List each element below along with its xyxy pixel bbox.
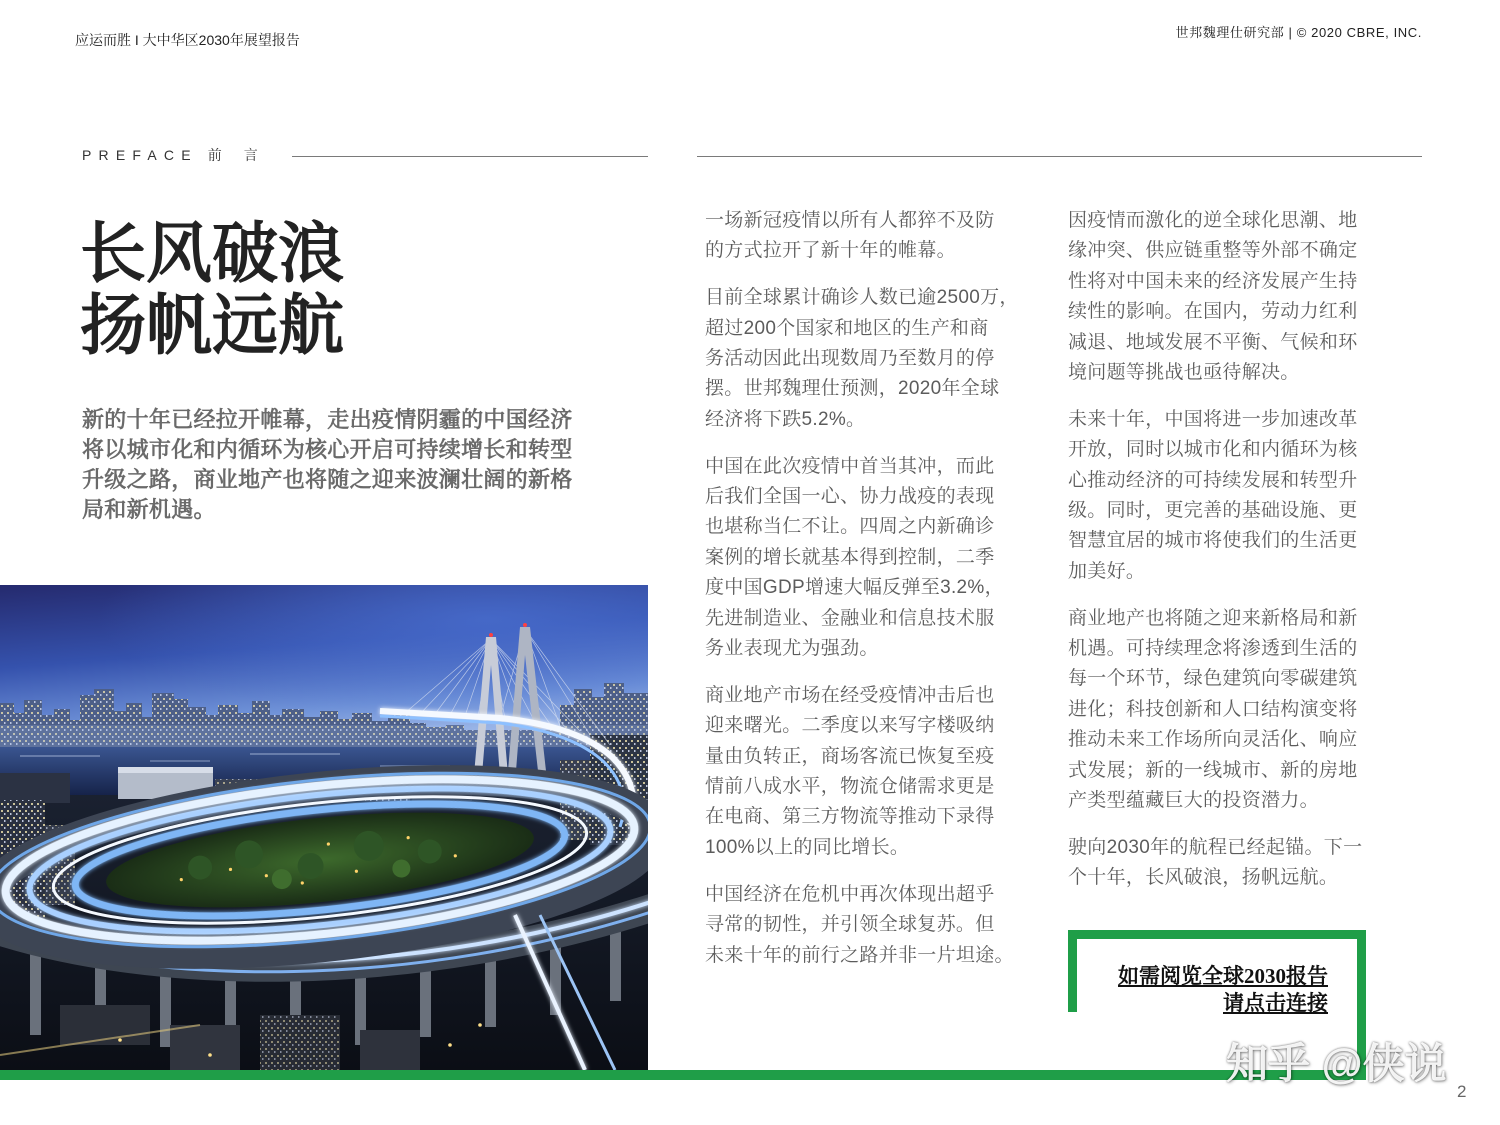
publisher-copyright-header: 世邦魏理仕研究部 | © 2020 CBRE, INC. — [1175, 25, 1422, 40]
text-line: 经济将下跌5.2%。 — [705, 408, 866, 430]
section-label — [82, 146, 280, 164]
text-line: 未来十年，中国将进一步加速改革 — [1068, 408, 1358, 430]
section-label-en: PREFACE — [82, 147, 198, 163]
text-line: 境问题等挑战也亟待解决。 — [1068, 362, 1300, 384]
text-line: 进化；科技创新和人口结构演变将 — [1068, 698, 1358, 720]
text-line: 后我们全国一心、协力战疫的表现 — [705, 486, 995, 508]
text-line: 级。同时，更完善的基础设施、更 — [1068, 500, 1358, 522]
text-line: 未来十年的前行之路并非一片坦途。 — [705, 944, 1014, 966]
text-line: 加美好。 — [1068, 560, 1146, 582]
divider-right — [697, 156, 1422, 157]
text-line: 续性的影响。在国内，劳动力红利 — [1068, 301, 1358, 323]
body-paragraph — [705, 283, 1019, 435]
text-line: 心推动经济的可持续发展和转型升 — [1068, 469, 1358, 491]
text-line: 个十年，长风破浪，扬帆远航。 — [1068, 867, 1339, 889]
body-paragraph — [1068, 206, 1362, 388]
section-label-cn: 前言 — [207, 147, 280, 163]
text-line: 超过200个国家和地区的生产和商 — [705, 317, 989, 339]
text-line: 产类型蕴藏巨大的投资潜力。 — [1068, 790, 1319, 812]
body-paragraph — [1068, 604, 1362, 817]
text-line: 局和新机遇。 — [82, 497, 216, 522]
text-line: 中国在此次疫情中首当其冲，而此 — [705, 455, 995, 477]
text-line: 性将对中国未来的经济发展产生持 — [1068, 270, 1358, 292]
global-report-link[interactable] — [1118, 963, 1328, 1017]
body-paragraph — [705, 681, 1019, 863]
text-line: 务业表现尤为强劲。 — [705, 638, 879, 660]
text-line: 升级之路，商业地产也将随之迎来波澜壮阔的新格 — [82, 467, 573, 492]
text-line: 务活动因此出现数周乃至数月的停 — [705, 348, 995, 370]
text-line: 式发展；新的一线城市、新的房地 — [1068, 759, 1358, 781]
footer-accent-bar — [0, 1070, 1366, 1080]
text-line: 中国经济在危机中再次体现出超乎 — [705, 883, 995, 905]
title-line: 长风破浪 — [80, 216, 344, 290]
body-paragraph — [705, 452, 1019, 665]
body-paragraph — [1068, 833, 1362, 894]
text-line: 先进制造业、金融业和信息技术服 — [705, 607, 995, 629]
page-title — [80, 217, 344, 361]
link-box-border-left — [1068, 930, 1077, 1012]
link-line[interactable]: 如需阅览全球2030报告 — [1118, 964, 1328, 988]
cityscape-photo — [0, 585, 648, 1070]
text-line: 商业地产也将随之迎来新格局和新 — [1068, 607, 1358, 629]
link-line[interactable]: 请点击连接 — [1223, 991, 1328, 1015]
text-line: 新的十年已经拉开帷幕，走出疫情阴霾的中国经济 — [82, 407, 573, 432]
text-line: 驶向2030年的航程已经起锚。下一 — [1068, 836, 1363, 858]
body-column-right — [1068, 206, 1362, 910]
text-line: 摆。世邦魏理仕预测，2020年全球 — [705, 378, 1000, 400]
link-box-border-top — [1068, 930, 1366, 939]
text-line: 商业地产市场在经受疫情冲击后也 — [705, 684, 995, 706]
text-line: 在电商、第三方物流等推动下录得 — [705, 806, 995, 828]
body-paragraph — [705, 880, 1019, 971]
text-line: 情前八成水平，物流仓储需求更是 — [705, 776, 995, 798]
text-line: 量由负转正，商场客流已恢复至疫 — [705, 745, 995, 767]
text-line: 的方式拉开了新十年的帷幕。 — [705, 240, 956, 262]
cityscape-illustration — [0, 585, 648, 1070]
text-line: 每一个环节，绿色建筑向零碳建筑 — [1068, 668, 1358, 690]
intro-paragraph — [82, 405, 573, 525]
text-line: 一场新冠疫情以所有人都猝不及防 — [705, 210, 995, 231]
watermark: 知乎 @侠说 — [1226, 1040, 1447, 1087]
body-column-middle — [705, 206, 1019, 987]
text-line: 将以城市化和内循环为核心开启可持续增长和转型 — [82, 437, 573, 462]
text-line: 寻常的韧性，并引领全球复苏。但 — [705, 914, 995, 936]
text-line: 因疫情而激化的逆全球化思潮、地 — [1068, 210, 1358, 231]
text-line: 案例的增长就基本得到控制，二季 — [705, 546, 995, 568]
body-paragraph — [1068, 405, 1362, 587]
text-line: 智慧宜居的城市将使我们的生活更 — [1068, 530, 1358, 552]
text-line: 缘冲突、供应链重整等外部不确定 — [1068, 240, 1358, 262]
text-line: 目前全球累计确诊人数已逾2500万， — [705, 287, 1019, 309]
title-line: 扬帆远航 — [80, 288, 344, 362]
text-line: 也堪称当仁不让。四周之内新确诊 — [705, 516, 995, 538]
text-line: 迎来曙光。二季度以来写字楼吸纳 — [705, 715, 995, 737]
text-line: 开放，同时以城市化和内循环为核 — [1068, 439, 1358, 461]
page-number: 2 — [1457, 1082, 1467, 1101]
body-paragraph — [705, 206, 1019, 267]
divider-left — [292, 156, 648, 157]
report-title-header: 应运而胜 I 大中华区2030年展望报告 — [75, 32, 300, 48]
text-line: 推动未来工作场所向灵活化、响应 — [1068, 729, 1358, 751]
text-line: 度中国GDP增速大幅反弹至3.2%， — [705, 577, 1004, 599]
text-line: 减退、地域发展不平衡、气候和环 — [1068, 331, 1358, 353]
text-line: 100%以上的同比增长。 — [705, 836, 910, 858]
text-line: 机遇。可持续理念将渗透到生活的 — [1068, 638, 1358, 660]
